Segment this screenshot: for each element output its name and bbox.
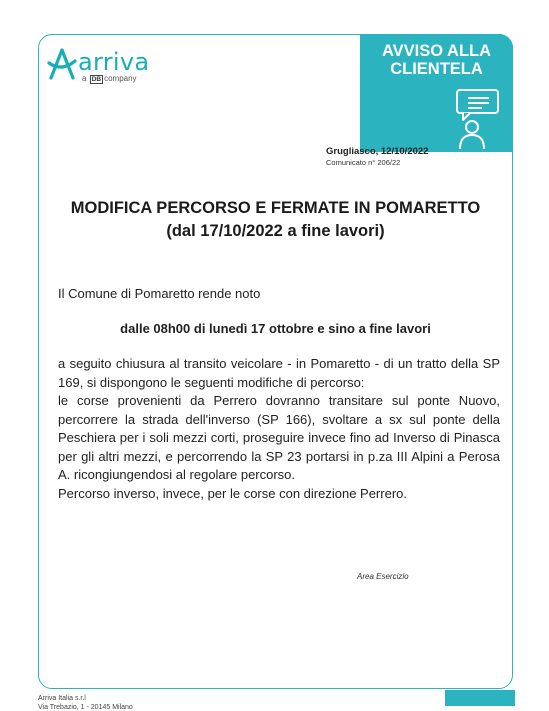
body-paragraph-3: Percorso inverso, invece, per le corse con direzione Perrero. xyxy=(58,485,407,501)
arriva-logo xyxy=(46,48,166,88)
logo-wordmark: arriva xyxy=(78,48,150,76)
speaker-with-speech-bubble-icon xyxy=(454,87,502,149)
body-paragraph-2: le corse provenienti da Perrero dovranno transitare sul ponte Nuovo, percorrere la strada dell'inverso (SP 166), svoltare a sx sul ponte della Peschiera per i soli mezzi corti, proseguire invece fino ad Inverso di Pinasca per gli altri mezzi, e percorrendo la SP 23 portarsi in p.za III Alpini a Perosa A. ricongiungendosi al regolare percorso. xyxy=(58,393,500,482)
footer-company: Arriva Italia s.r.l xyxy=(38,695,86,702)
banner-title: AVVISO ALLA CLIENTELA xyxy=(381,42,492,78)
notice-banner xyxy=(360,34,513,152)
intro-text: Il Comune di Pomaretto rende noto xyxy=(58,286,261,301)
notice-title: MODIFICA PERCORSO E FERMATE IN POMARETTO xyxy=(70,199,481,217)
validity-period: dalle 08h00 di lunedì 17 ottobre e sino a fine lavori xyxy=(120,321,431,336)
signature: Area Esercizio xyxy=(357,572,409,581)
footer-bar xyxy=(445,690,515,706)
body-paragraph-1: a seguito chiusura al transito veicolare - in Pomaretto - di un tratto della SP 169, si dispongono le seguenti modifiche di percorso: xyxy=(58,356,500,390)
body-text xyxy=(58,355,500,503)
footer-address: Via Trebazio, 1 - 20145 Milano xyxy=(38,704,133,711)
arriva-a-logo-icon xyxy=(46,48,78,80)
logo-subline: a DB company xyxy=(82,74,137,83)
communique-number: Comunicato n° 206/22 xyxy=(326,158,401,167)
place-date: Grugliasco, 12/10/2022 xyxy=(326,146,429,157)
notice-subtitle: (dal 17/10/2022 a fine lavori) xyxy=(166,222,385,240)
db-mark: DB xyxy=(91,76,102,83)
